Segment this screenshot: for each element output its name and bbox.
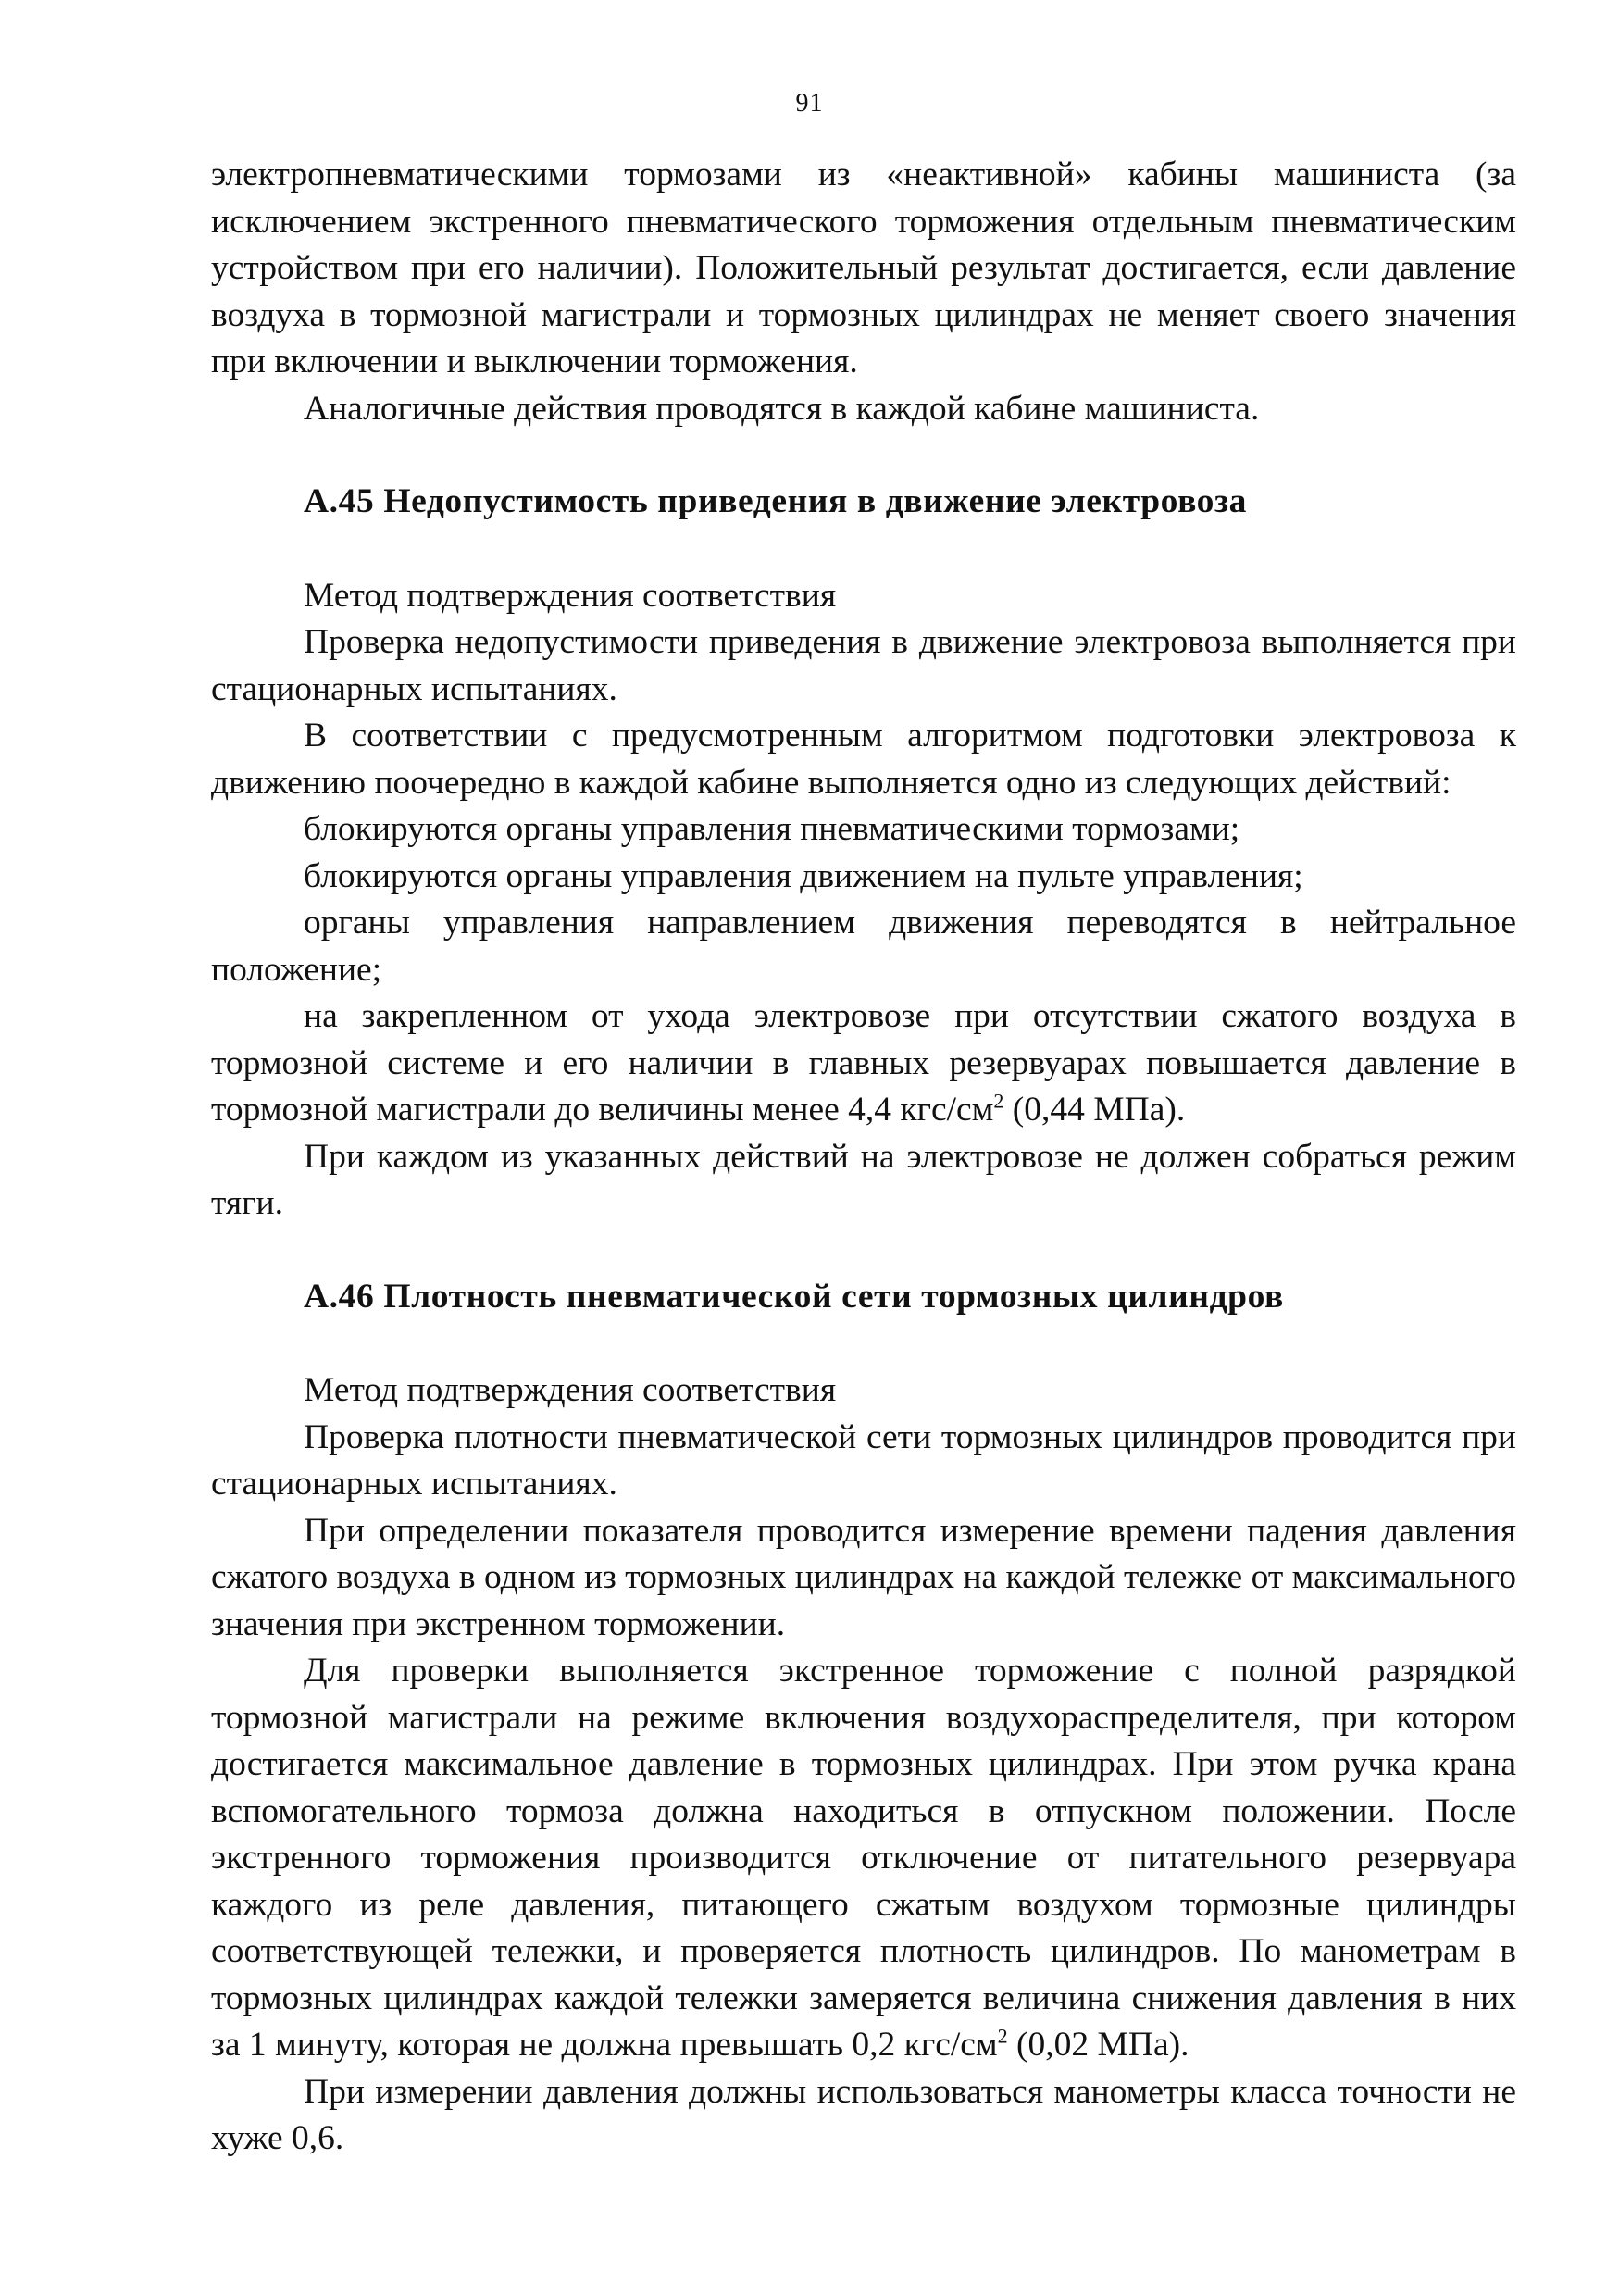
- section-a46-paragraph-3: [211, 1648, 1516, 2069]
- page-number: 91: [795, 89, 824, 118]
- section-a46-method-label: Метод подтверждения соответствия: [304, 1371, 837, 1409]
- section-a46-paragraph-3-tail: (0,02 МПа).: [1007, 2026, 1189, 2064]
- paragraph-continuation: электропневматическими тормозами из «неактивной» кабины машиниста (за исключением экстренного пневматического торможения отдельным пневматическим устройством при его наличии). Положительный результат достигается, если давление воздуха в тормозной магистрали и тормозных цилиндрах не меняет своего значения при включении и выключении торможения.: [211, 156, 1516, 381]
- section-a45-item-4-text: на закрепленном от ухода электровозе при отсутствии сжатого воздуха в тормозной системе и его наличии в главных резервуарах повышается давление в тормозной магистрали до величины менее 4,4 кгс/см: [211, 997, 1516, 1129]
- section-a46-paragraph-3-text: Для проверки выполняется экстренное торможение с полной разрядкой тормозной магистрали на режиме включения воздухораспределителя, при котором достигается максимальное давление в тормозных цилиндрах. При этом ручка крана вспомогательного тормоза должна находиться в отпускном положении. После экстренного торможения производится отключение от питательного резервуара каждого из реле давления, питающего сжатым воздухом тормозные цилиндры соответствующей тележки, и проверяется плотность цилиндров. По манометрам в тормозных цилиндрах каждой тележки замеряется величина снижения давления в них за 1 минуту, которая не должна превышать 0,2 кгс/см: [211, 1652, 1516, 2064]
- section-a45-item-4: [211, 993, 1516, 1134]
- section-a45-item-2: блокируются органы управления движением на пульте управления;: [304, 856, 1303, 895]
- section-a45-paragraph-3: При каждом из указанных действий на электровозе не должен собраться режим тяги.: [211, 1137, 1516, 1222]
- section-a45-paragraph-1: Проверка недопустимости приведения в движение электровоза выполняется при стационарных испытаниях.: [211, 623, 1516, 708]
- page-content: [211, 152, 1516, 2163]
- section-a46-paragraph-4: При измерении давления должны использоваться манометры класса точности не хуже 0,6.: [211, 2072, 1516, 2157]
- section-a46-title: А.46 Плотность пневматической сети тормозных цилиндров: [304, 1277, 1284, 1316]
- section-a46-paragraph-1: Проверка плотности пневматической сети тормозных цилиндров проводится при стационарных испытаниях.: [211, 1417, 1516, 1503]
- section-a45-item-4-tail: (0,44 МПа).: [1003, 1091, 1186, 1129]
- section-a45-item-1: блокируются органы управления пневматическими тормозами;: [304, 810, 1240, 848]
- section-a45-paragraph-2: В соответствии с предусмотренным алгоритмом подготовки электровоза к движению поочередно в каждой кабине выполняется одно из следующих действий:: [211, 717, 1516, 802]
- paragraph-similar-actions: Аналогичные действия проводятся в каждой кабине машиниста.: [304, 389, 1260, 428]
- section-a46-paragraph-3-superscript: 2: [997, 2024, 1008, 2048]
- section-a45-title: А.45 Недопустимость приведения в движение электровоза: [304, 482, 1248, 520]
- section-a45-method-label: Метод подтверждения соответствия: [304, 576, 837, 615]
- section-a45-item-3: органы управления направлением движения переводятся в нейтральное положение;: [211, 904, 1516, 989]
- section-a46-paragraph-2: При определении показателя проводится измерение времени падения давления сжатого воздуха в одном из тормозных цилиндрах на каждой тележке от максимального значения при экстренном торможении.: [211, 1511, 1516, 1643]
- section-a45-item-4-superscript: 2: [993, 1089, 1004, 1113]
